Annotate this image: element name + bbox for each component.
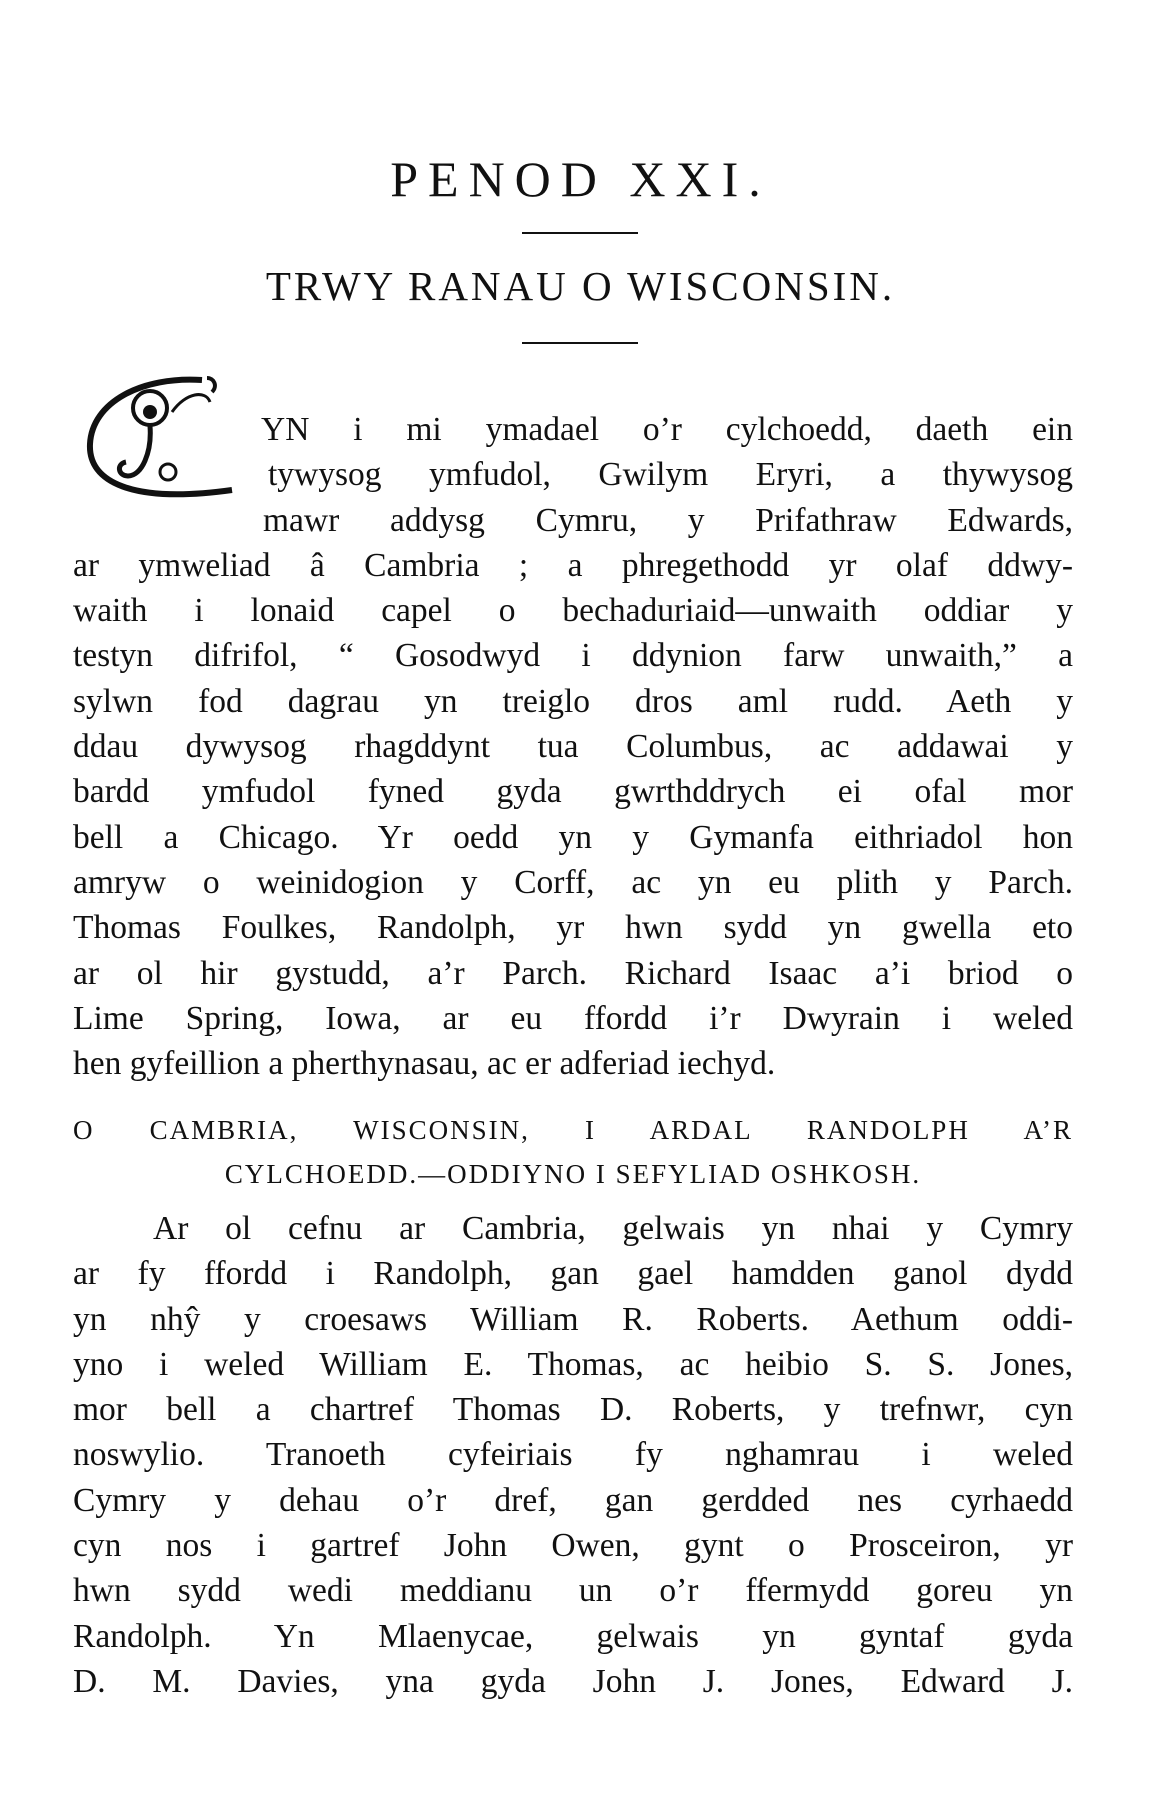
section-title: TRWY RANAU O WISCONSIN.	[265, 263, 896, 309]
text-line: testyn difrifol, “ Gosodwyd i ddynion farw unwaith,” a	[73, 637, 1073, 675]
subheading-line: O CAMBRIA, WISCONSIN, I ARDAL RANDOLPH A’R	[73, 1115, 1073, 1145]
text-line: Thomas Foulkes, Randolph, yr hwn sydd yn gwella eto	[73, 909, 1073, 947]
text-line: D. M. Davies, yna gyda John J. Jones, Edward J.	[73, 1662, 1073, 1700]
text-line: YN i mi ymadael o’r cylchoedd, daeth ein	[261, 411, 1073, 448]
text-line: hwn sydd wedi meddianu un o’r ffermydd goreu yn	[73, 1572, 1073, 1610]
paragraph-1	[73, 407, 1073, 1086]
paragraph-2	[73, 1206, 1073, 1704]
subheading-line: CYLCHOEDD.—ODDIYNO I SEFYLIAD OSHKOSH.	[224, 1159, 922, 1189]
text-line: ar ymweliad â Cambria ; a phregethodd yr olaf ddwy-	[73, 546, 1073, 584]
text-line: Randolph. Yn Mlaenycae, gelwais yn gyntaf gyda	[73, 1617, 1073, 1655]
text-line: tywysog ymfudol, Gwilym Eryri, a thywysog	[268, 456, 1073, 494]
text-line: bardd ymfudol fyned gyda gwrthddrych ei ofal mor	[73, 773, 1073, 811]
text-line: waith i lonaid capel o bechaduriaid—unwaith oddiar y	[73, 592, 1073, 630]
text-line: ar fy ffordd i Randolph, gan gael hamdden ganol dydd	[73, 1255, 1073, 1293]
text-line: ddau dywysog rhagddynt tua Columbus, ac addawai y	[73, 728, 1073, 766]
text-line: Ar ol cefnu ar Cambria, gelwais yn nhai y Cymry	[153, 1210, 1073, 1247]
text-line: amryw o weinidogion y Corff, ac yn eu plith y Parch.	[73, 863, 1073, 901]
text-line: yn nhŷ y croesaws William R. Roberts. Aethum oddi-	[73, 1300, 1073, 1338]
chapter-title: PENOD XXI.	[390, 151, 771, 207]
text-line: mawr addysg Cymru, y Prifathraw Edwards,	[263, 501, 1073, 539]
text-line: noswylio. Tranoeth cyfeiriais fy nghamrau i weled	[73, 1436, 1073, 1474]
text-line: Lime Spring, Iowa, ar eu ffordd i’r Dwyrain i weled	[73, 999, 1073, 1037]
text-line: ar ol hir gystudd, a’r Parch. Richard Isaac a’i briod o	[73, 954, 1073, 992]
text-line: hen gyfeillion a pherthynasau, ac er adferiad iechyd.	[73, 1045, 776, 1083]
text-line: yno i weled William E. Thomas, ac heibio S. S. Jones,	[73, 1345, 1073, 1383]
section-divider	[522, 342, 638, 344]
text-line: cyn nos i gartref John Owen, gynt o Prosceiron, yr	[73, 1527, 1073, 1565]
subheading	[73, 1108, 1073, 1196]
text-line: Cymry y dehau o’r dref, gan gerdded nes cyrhaedd	[73, 1481, 1073, 1519]
text-line: bell a Chicago. Yr oedd yn y Gymanfa eithriadol hon	[73, 818, 1073, 856]
title-divider	[522, 232, 638, 234]
text-line: sylwn fod dagrau yn treiglo dros aml rudd. Aeth y	[73, 682, 1073, 720]
text-line: mor bell a chartref Thomas D. Roberts, y trefnwr, cyn	[73, 1391, 1073, 1429]
